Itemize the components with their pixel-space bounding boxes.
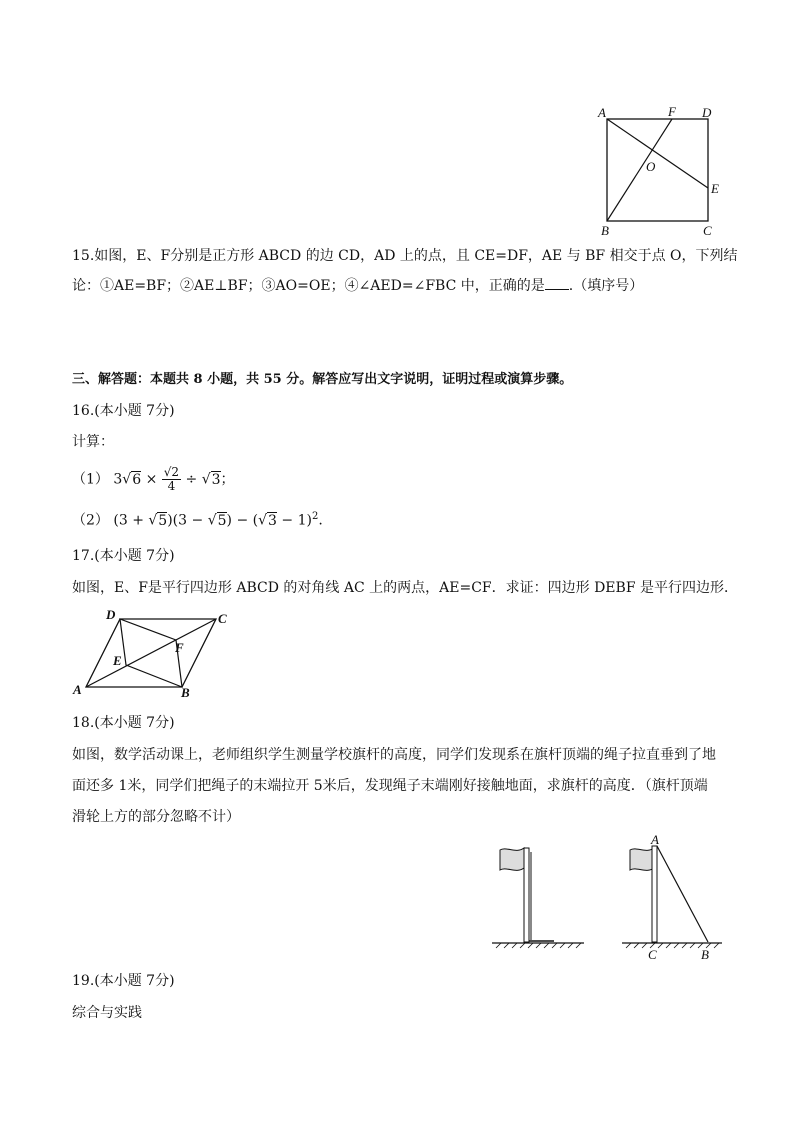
q16-part2: （2） $(3 + √5)(3 - √5) - (√3 - 1)^2$. [72, 511, 323, 529]
label-b: B [701, 947, 709, 962]
q18-line3: 滑轮上方的部分忽略不计） [72, 809, 240, 825]
label-a: A [598, 105, 606, 120]
q15-line2-text: 论：①AE=BF；②AE⊥BF；③AO=OE；④∠AED=∠FBC 中，正确的是 [72, 278, 545, 294]
q16-p1-rad1: 6 [132, 471, 142, 488]
square-abcd [607, 119, 708, 221]
q16-p2-exponent: 2 [311, 511, 319, 522]
label-o: O [646, 159, 656, 174]
q16-intro: 计算： [72, 434, 114, 450]
q19-text: 综合与实践 [72, 1005, 142, 1021]
diagonal-ac [86, 619, 216, 687]
label-c: C [218, 611, 227, 626]
q16-p2-label: （2） [72, 512, 109, 529]
label-e: E [711, 181, 719, 196]
label-b: B [601, 223, 609, 238]
q17-text: 如图，E、F是平行四边形 ABCD 的对角线 AC 上的两点，AE=CF．求证：四边形 DEBF 是平行四边形． [72, 580, 738, 596]
q16-p1-fraction: $\frac{√2}{4}$ [163, 465, 180, 493]
label-e: E [113, 653, 122, 668]
q16-p1-rad2: 3 [211, 471, 221, 488]
flag-icon [630, 848, 654, 870]
q16-p1-label: （1） [72, 471, 109, 488]
label-c: C [703, 223, 712, 238]
flagpole [652, 846, 657, 942]
q15-line2-end: .（填序号） [568, 278, 644, 294]
label-f: F [668, 104, 676, 119]
label-b: B [181, 685, 190, 700]
q16-title: 16.(本小题 7分) [72, 403, 175, 419]
answer-blank[interactable] [545, 275, 569, 290]
q18-title: 18.(本小题 7分) [72, 715, 175, 731]
flag-icon [500, 848, 524, 870]
q18-line1: 如图，数学活动课上，老师组织学生测量学校旗杆的高度，同学们发现系在旗杆顶端的绳子拉直垂到了地 [72, 747, 716, 763]
q16-p1-div: ÷ [185, 471, 198, 488]
segment-bf [607, 119, 672, 221]
q16-p1-coef: 3 [113, 471, 123, 488]
q15-line1: 15.如图，E、F分别是正方形 ABCD 的边 CD，AD 上的点，且 CE=DF，AE 与 BF 相交于点 O，下列结 [72, 248, 738, 264]
segment-ae [607, 119, 708, 188]
label-a: A [651, 832, 659, 847]
label-a: A [73, 682, 82, 697]
label-d: D [702, 105, 712, 120]
section-heading: 三、解答题：本题共 8 小题，共 55 分。解答应写出文字说明，证明过程或演算步骤。 [72, 372, 573, 387]
q17-title: 17.(本小题 7分) [72, 548, 175, 564]
label-f: F [175, 640, 184, 655]
ground-hatch [496, 943, 581, 948]
q16-p1-times: × [145, 471, 158, 488]
flagpole [524, 848, 529, 942]
label-c: C [648, 947, 657, 962]
parallelogram-figure [68, 606, 238, 702]
q18-line2: 面还多 1米，同学们把绳子的末端拉开 5米后，发现绳子末端刚好接触地面，求旗杆的高度．（旗杆顶端 [72, 778, 708, 794]
flagpole-figure-2 [618, 832, 728, 964]
label-d: D [106, 607, 116, 622]
flagpole-figure-1 [488, 840, 588, 956]
square-figure [592, 104, 732, 240]
rope-ab [657, 846, 708, 942]
q19-title: 19.(本小题 7分) [72, 973, 175, 989]
q16-part1: （1） 3√6 × $\frac{√2}{4}$ ÷ √3； [72, 465, 235, 493]
q15-line2 [72, 275, 643, 296]
